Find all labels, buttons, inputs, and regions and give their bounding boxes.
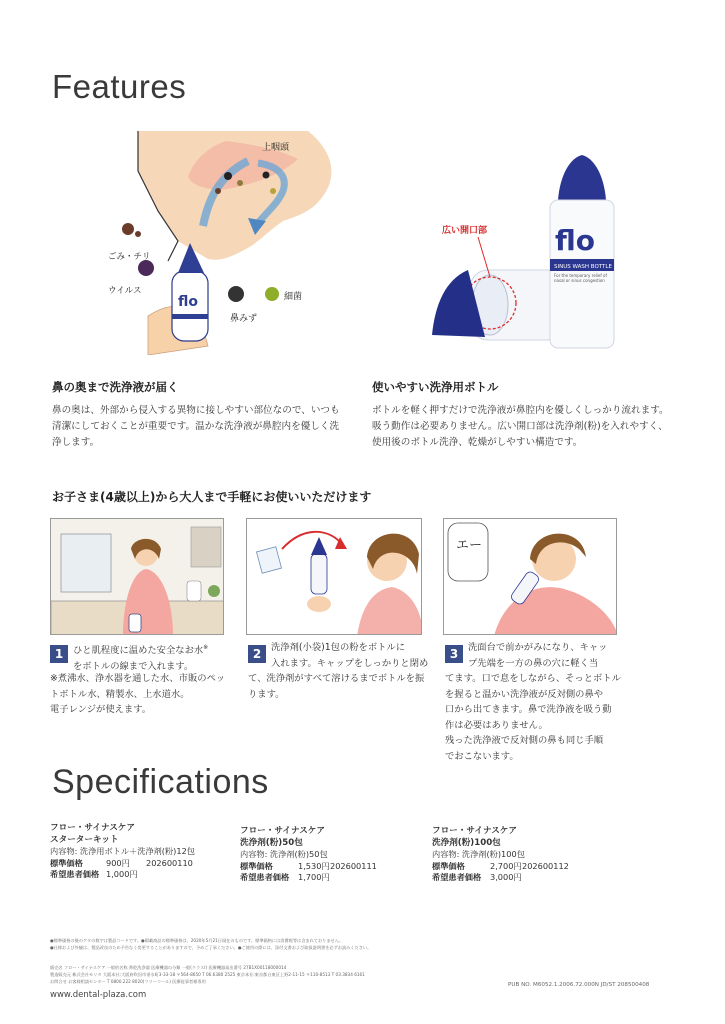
step-2-line: て、洗浄剤がすべて溶けるまでボトルを振 <box>248 673 425 684</box>
step-1-number: 1 <box>50 645 68 663</box>
retail-price-row <box>240 872 420 884</box>
retail-price-label: 希望患者価格 <box>50 869 100 879</box>
step-2-line: ります。 <box>248 688 285 700</box>
feature-left-body <box>52 403 362 451</box>
step-2-line: 洗浄剤(小袋)1包の粉をボトルに <box>271 642 406 653</box>
feature-left-heading: 鼻の奥まで洗浄液が届く <box>52 380 179 394</box>
step-3-text-a <box>468 640 628 671</box>
std-price-row <box>50 858 220 870</box>
step-3-line: を握ると温かい洗浄液が反対側の鼻や <box>445 688 604 700</box>
step-2-svg <box>247 519 422 635</box>
bottle-subtitle: For the temporary relief of nasal or sinus congestion <box>554 273 607 283</box>
retail-price-value: 1,700円 <box>298 872 330 882</box>
product-code: 202600111 <box>330 860 377 871</box>
feature-right-body <box>372 403 692 451</box>
std-price-row <box>240 861 420 873</box>
step-3-line: 洗面台で前かがみになり、キャッ <box>468 642 608 653</box>
wide-opening-label: 広い開口部 <box>442 226 488 236</box>
feature-right-line: 使用後のボトル洗浄、乾燥がしやすい構造です。 <box>372 437 583 448</box>
particle <box>263 172 270 179</box>
standing-bottle-cap <box>558 155 606 200</box>
product-contents: 内容物: 洗浄用ボトル＋洗浄剤(粉)12包 <box>50 846 195 856</box>
product-card-2 <box>240 826 420 884</box>
bottle-band-text: SINUS WASH BOTTLE <box>554 264 612 270</box>
step-3-line: 残った洗浄液で反対側の鼻も同じ手順 <box>445 735 604 746</box>
step-1-notes <box>50 671 240 718</box>
dust-icon <box>122 223 134 235</box>
plant <box>208 585 220 597</box>
kettle <box>187 581 201 601</box>
window <box>61 534 111 592</box>
company-line: 製造販売元 株式会社モリタ 大阪本社:大阪府吹田市垂水町3-33-18 〒564-8650 T 06.6380 2525 東京本社:東京都台東区上野2-11-15 〒110-8513 T 03.3834 6161 <box>50 972 365 977</box>
nasopharynx-label: 上咽頭 <box>262 143 290 153</box>
feature-right-line: 吸う動作は必要ありません。広い開口部は洗浄剤(粉)を入れやすく、 <box>372 421 668 432</box>
bottle-logo: flo <box>555 224 595 257</box>
mucus-label: 鼻みず <box>230 314 258 324</box>
std-price-value: 2,700円 <box>490 860 522 871</box>
company-line: 販売名 フロー・サイナスケア 一般的名称 鼻腔洗浄器 医療機器の分類 一般(クラスⅠ) 医療機器届出番号 27B1X00118000014 <box>50 965 287 970</box>
features-title: Features <box>52 68 187 105</box>
hand <box>307 596 331 612</box>
product-contents: 内容物: 洗浄剤(粉)100包 <box>432 849 525 859</box>
retail-price-row <box>50 869 220 881</box>
usage-heading: お子さま(4歳以上)から大人まで手軽にお使いいただけます <box>52 490 372 504</box>
step-3-line: 作は必要はありません。 <box>445 719 548 731</box>
bottle-subtitle-wrap <box>554 273 612 299</box>
feature-left-line: 清潔にしておくことが重要です。温かな洗浄液が鼻腔内を優しく洗 <box>52 421 340 432</box>
std-price-value: 1,530円 <box>298 860 330 871</box>
small-bottle-logo: flo <box>178 294 198 310</box>
std-price-label: 標準価格 <box>50 857 83 868</box>
product-name-line-1: フロー・サイナスケア <box>50 823 135 833</box>
particle <box>270 188 276 194</box>
feature-left-line: 鼻の奥は、外部から侵入する異物に接しやすい部位なので、いつも <box>52 405 340 416</box>
bottle-photo-svg <box>430 155 640 350</box>
dust-label: ごみ・チリ <box>108 252 151 262</box>
product-name-line-1: フロー・サイナスケア <box>432 826 517 836</box>
step-3-line: プ先端を一方の鼻の穴に軽く当 <box>468 657 599 669</box>
feature-right-heading: 使いやすい洗浄用ボトル <box>372 380 499 394</box>
step-3-illustration <box>443 518 617 635</box>
water-bottle <box>129 614 141 632</box>
product-card-3 <box>432 826 612 884</box>
feature-left-line: 浄します。 <box>52 437 100 448</box>
company-line: お問合せ お客様相談センター T 0800.222 8020(フリーコール) 医療従事者様専用 <box>50 979 206 984</box>
step-3-line: でおこないます。 <box>445 750 519 762</box>
step-2-text-a <box>271 640 431 671</box>
product-name-line-2: スターターキット <box>50 834 119 845</box>
footnote-mark: ※ <box>203 644 209 651</box>
pub-number: PUB NO. M6052.1.2006.72.000N JD/ST 208500408 <box>508 982 650 988</box>
step-2-text-b <box>248 671 433 702</box>
retail-price-label: 希望患者価格 <box>240 872 290 882</box>
std-price-label: 標準価格 <box>240 860 273 871</box>
step-1-svg <box>51 519 224 635</box>
step-3-svg <box>444 519 617 635</box>
step-1-line: トボトル水、精製水、上水道水。 <box>50 688 190 700</box>
product-contents: 内容物: 洗浄剤(粉)50包 <box>240 849 328 859</box>
product-code: 202600112 <box>522 860 569 871</box>
product-card-1 <box>50 823 220 881</box>
step-3-number: 3 <box>445 645 463 663</box>
virus-icon <box>138 260 154 276</box>
cabinet <box>191 527 221 567</box>
product-name-line-1: フロー・サイナスケア <box>240 826 325 836</box>
step-3-line: てます。口で息をしながら、そっとボトル <box>445 673 621 684</box>
std-price-label: 標準価格 <box>432 860 465 871</box>
specifications-title: Specifications <box>52 763 269 801</box>
product-name-line-2: 洗浄剤(粉)100包 <box>432 837 501 848</box>
product-code: 202600110 <box>146 857 193 868</box>
product-name-line-2: 洗浄剤(粉)50包 <box>240 837 303 848</box>
company-info <box>50 964 365 985</box>
fine-print-line: ●標準価格の後のケタの数字は製品コードです。●掲載商品の標準価格は、2020年5月21日現在のものです。標準価格には消費税等は含まれておりません。 <box>50 938 344 943</box>
small-bottle-band <box>172 314 208 319</box>
feature-right-line: ボトルを軽く押すだけで洗浄液が鼻腔内を優しくしっかり流れます。 <box>372 405 669 416</box>
step-2-number: 2 <box>248 645 266 663</box>
bottle-photo <box>430 155 640 350</box>
mucus-icon <box>228 286 244 302</box>
speech-text: エー <box>456 538 483 553</box>
retail-price-value: 1,000円 <box>106 869 138 879</box>
retail-price-value: 3,000円 <box>490 872 522 882</box>
particle <box>237 180 243 186</box>
dust-icon <box>135 231 141 237</box>
step-3-text-b <box>445 671 635 764</box>
step-2-line: 入れます。キャップをしっかりと閉め <box>271 657 429 669</box>
retail-price-row <box>432 872 612 884</box>
virus-label: ウイルス <box>108 286 142 296</box>
step-1-line: 電子レンジが使えます。 <box>50 704 152 715</box>
particle <box>224 172 232 180</box>
nasal-diagram-svg <box>108 131 350 355</box>
website-link[interactable]: www.dental-plaza.com <box>50 990 147 1000</box>
std-price-value: 900円 <box>106 857 130 868</box>
particle <box>215 188 221 194</box>
step-1-text <box>73 640 233 674</box>
fine-print-line: ●仕様および外観は、製品改良のため予告なく変更することがありますので、予めご了承ください。●ご使用の際には、添付文書および取扱説明書を必ずお読みください。 <box>50 945 372 950</box>
nasal-diagram <box>108 131 350 355</box>
bacteria-icon <box>265 287 279 301</box>
step-3-line: 口から出てきます。鼻で洗浄液を吸う動 <box>445 704 612 715</box>
step-1-line: をボトルの線まで入れます。 <box>73 660 194 672</box>
fine-print <box>50 937 371 951</box>
step-1-line: ひと肌程度に温めた安全なお水※ <box>73 644 209 657</box>
step-2-illustration <box>246 518 422 635</box>
bacteria-label: 細菌 <box>284 292 303 302</box>
step-2-bottle <box>311 554 327 594</box>
retail-price-label: 希望患者価格 <box>432 872 482 882</box>
step-1-line: ※煮沸水、浄水器を通した水、市販のペッ <box>50 673 226 684</box>
step-1-illustration <box>50 518 224 635</box>
std-price-row <box>432 861 612 873</box>
